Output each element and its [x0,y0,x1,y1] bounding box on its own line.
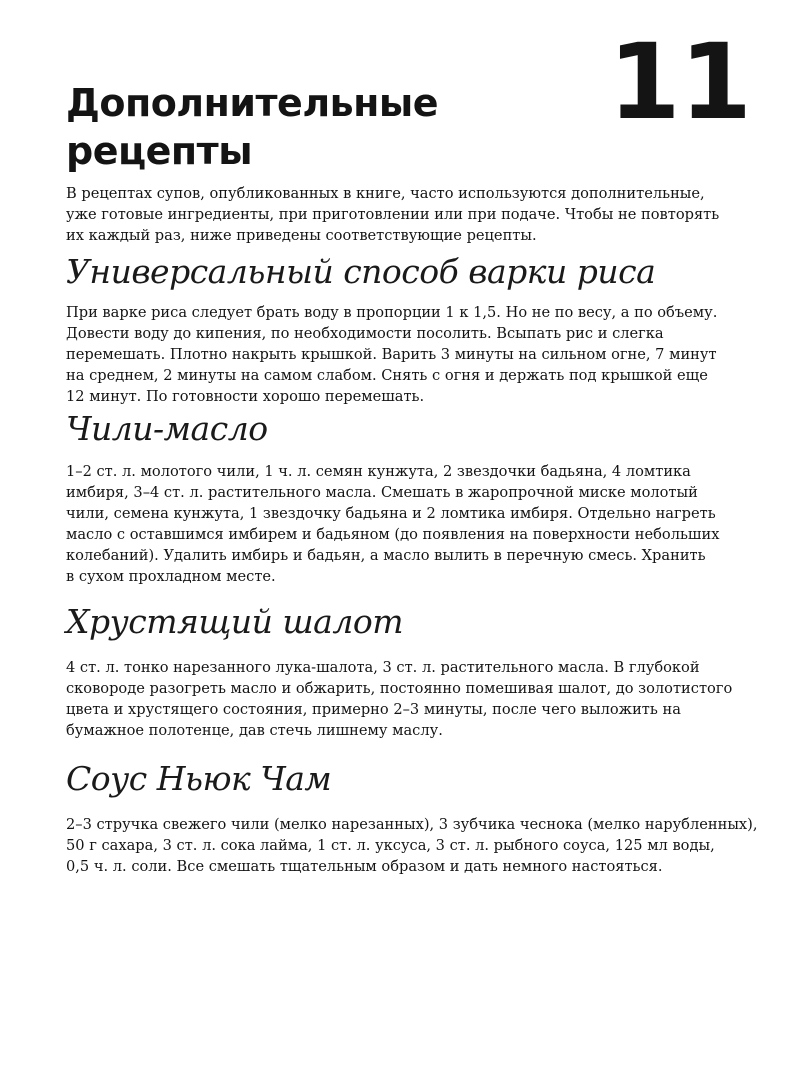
section-body-chili-oil [66,461,746,587]
section-body-crispy-shallot [66,657,746,741]
chapter-number: 11 [608,21,751,143]
recipe-line: При варке риса следует брать воду в пропорции 1 к 1,5. Но не по весу, а по объему. [66,304,718,321]
section-title-nuoc-cham: Соус Ньюк Чам [66,759,332,798]
recipe-line: в сухом прохладном месте. [66,568,276,585]
intro-line: В рецептах супов, опубликованных в книге, часто используются дополнительные, [66,185,705,202]
section-body-rice [66,302,746,407]
recipe-line: 1–2 ст. л. молотого чили, 1 ч. л. семян кунжута, 2 звездочки бадьяна, 4 ломтика [66,463,691,480]
recipe-line: бумажное полотенце, дав стечь лишнему маслу. [66,722,443,739]
recipe-line: на среднем, 2 минуты на самом слабом. Снять с огня и держать под крышкой еще [66,367,708,384]
recipe-line: 12 минут. По готовности хорошо перемешать. [66,388,425,405]
recipe-line: колебаний). Удалить имбирь и бадьян, а масло вылить в перечную смесь. Хранить [66,547,706,564]
chapter-title-line: Дополнительные [66,81,439,125]
recipe-line: имбиря, 3–4 ст. л. растительного масла. Смешать в жаропрочной миске молотый [66,484,698,501]
chapter-title-line: рецепты [66,129,253,173]
recipe-line: масло с оставшимся имбирем и бадьяном (до появления на поверхности небольших [66,526,720,543]
recipe-line: цвета и хрустящего состояния, примерно 2–3 минуты, после чего выложить на [66,701,681,718]
recipe-line: 4 ст. л. тонко нарезанного лука-шалота, 3 ст. л. растительного масла. В глубокой [66,659,700,676]
section-title-rice: Универсальный способ варки риса [66,252,656,291]
recipe-line: чили, семена кунжута, 1 звездочку бадьяна и 2 ломтика имбиря. Отдельно нагреть [66,505,716,522]
section-body-nuoc-cham [66,814,758,877]
intro-line: их каждый раз, ниже приведены соответствующие рецепты. [66,227,537,244]
recipe-line: сковороде разогреть масло и обжарить, постоянно помешивая шалот, до золотистого [66,680,733,697]
recipe-line: Довести воду до кипения, по необходимости посолить. Всыпать рис и слегка [66,325,664,342]
recipe-line: 2–3 стручка свежего чили (мелко нарезанных), 3 зубчика чеснока (мелко нарубленных), [66,816,758,833]
intro-paragraph [66,183,736,246]
recipe-line: 0,5 ч. л. соли. Все смешать тщательным образом и дать немного настояться. [66,858,663,875]
chapter-title [66,79,586,175]
section-title-crispy-shallot: Хрустящий шалот [66,602,404,641]
recipe-line: перемешать. Плотно накрыть крышкой. Варить 3 минуты на сильном огне, 7 минут [66,346,717,363]
section-title-chili-oil: Чили-масло [66,409,268,448]
recipe-line: 50 г сахара, 3 ст. л. сока лайма, 1 ст. л. уксуса, 3 ст. л. рыбного соуса, 125 мл воды, [66,837,715,854]
intro-line: уже готовые ингредиенты, при приготовлении или при подаче. Чтобы не повторять [66,206,720,223]
